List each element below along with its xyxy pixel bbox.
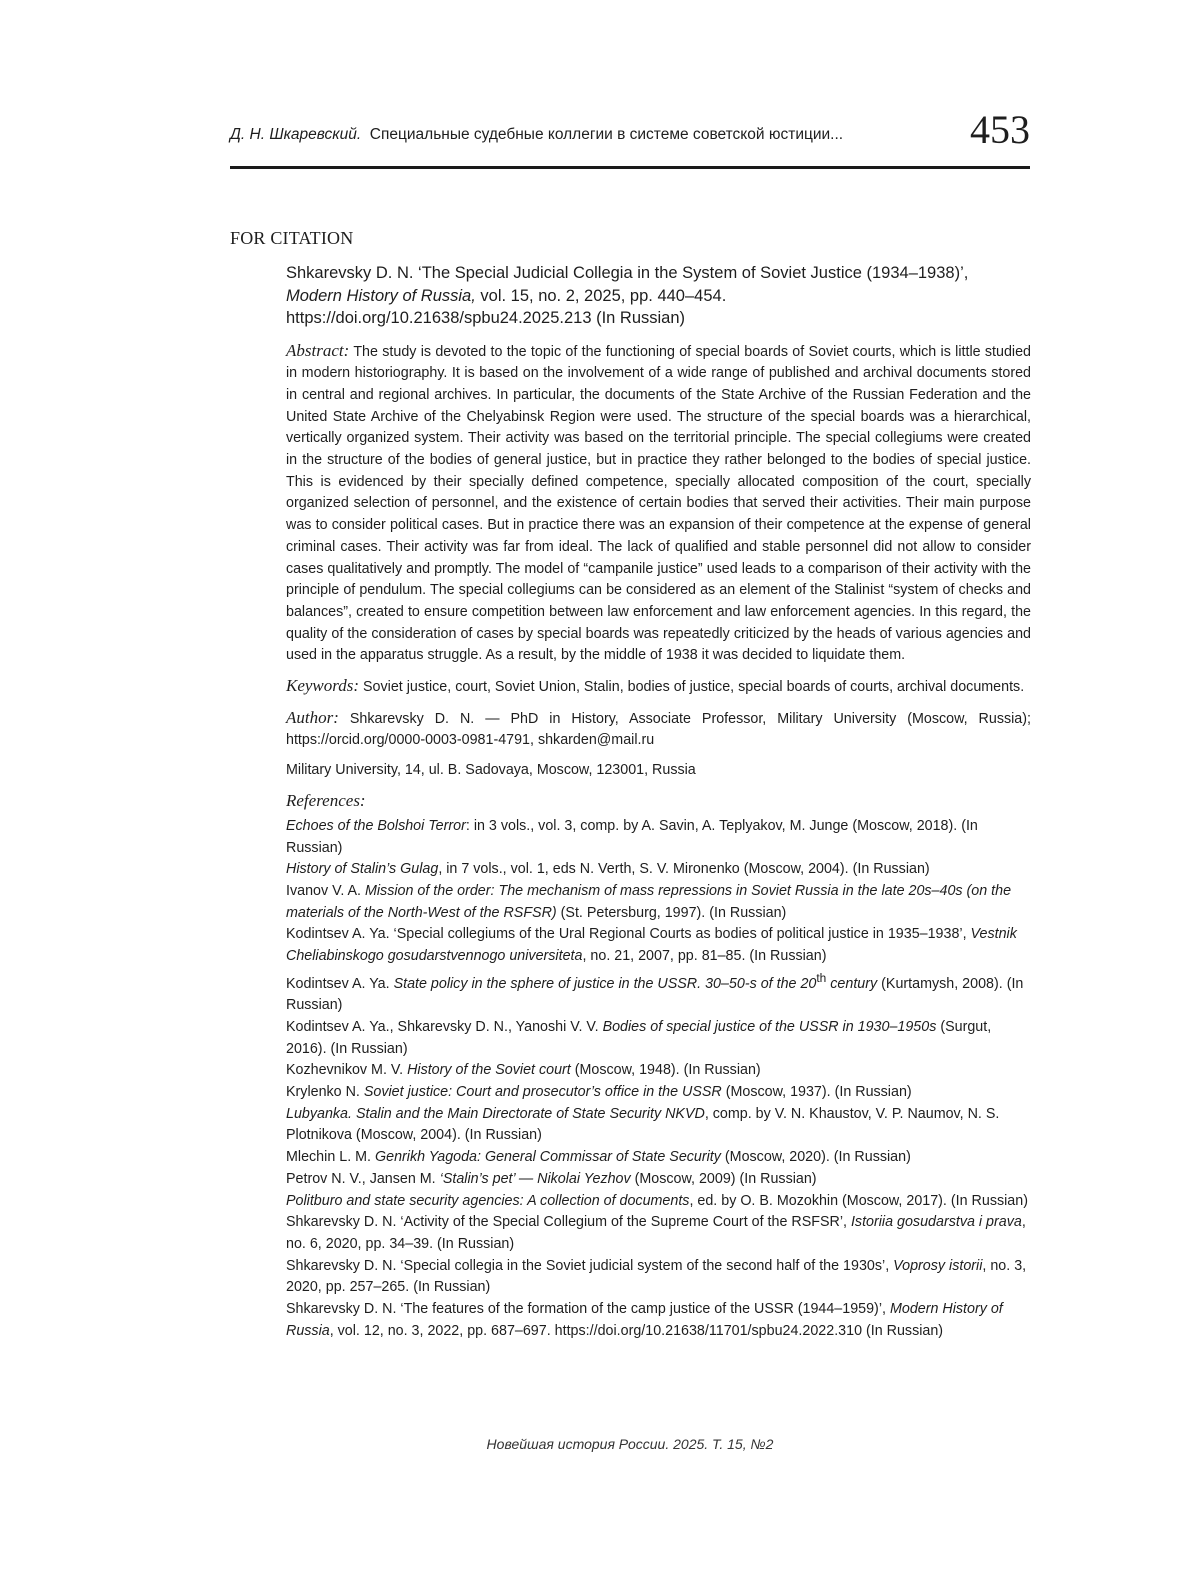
abstract-label: Abstract:: [286, 340, 350, 360]
reference-t1: , vol. 12, no. 3, 2022, pp. 687–697. https://doi.org/10.21638/11701/spbu24.2022.310 (In Russian): [329, 1322, 944, 1339]
reference-item: [286, 1060, 1031, 1082]
citation-text: Shkarevsky D. N. ‘The Special Judicial Collegia in the System of Soviet Justice (1934–1938)’,: [286, 264, 969, 282]
reference-item: [286, 1299, 1031, 1342]
citation-doi[interactable]: https://doi.org/10.21638/spbu24.2025.213 (In Russian): [286, 309, 686, 327]
reference-item: [286, 924, 1031, 967]
reference-i1: Soviet justice: Court and prosecutor’s office in the USSR: [363, 1084, 722, 1101]
reference-t1: : in 3 vols., vol. 3, comp. by A. Savin, A. Teplyakov, M. Junge (Moscow, 2018). (In Russian): [286, 817, 978, 856]
reference-i1: History of Stalin’s Gulag: [286, 861, 439, 878]
author-info: [286, 707, 1031, 752]
reference-list: [286, 816, 1031, 1343]
citation-journal: Modern History of Russia,: [286, 286, 476, 305]
reference-item: [286, 1212, 1031, 1255]
reference-t1: (Kurtamysh, 2008). (In Russian): [286, 975, 1024, 1014]
citation-content: [286, 262, 1031, 1343]
reference-t1: , in 7 vols., vol. 1, eds N. Verth, S. V. Mironenko (Moscow, 2004). (In Russian): [438, 861, 930, 878]
author-text: Shkarevsky D. N. — PhD in History, Associate Professor, Military University (Moscow, Russia); https://orcid.org/0000-0003-0981-4791, shkarden@mail.ru: [286, 710, 1031, 749]
references-heading: References:: [286, 790, 366, 810]
reference-item: [286, 881, 1031, 924]
reference-t1: , no. 6, 2020, pp. 34–39. (In Russian): [286, 1214, 1026, 1252]
reference-i1: State policy in the sphere of justice in the USSR. 30–50-s of the 20: [393, 975, 817, 992]
reference-t0: Kozhevnikov M. V.: [286, 1062, 408, 1079]
running-head: [230, 126, 843, 144]
reference-item: [286, 1191, 1031, 1213]
reference-t0: Ivanov V. A.: [286, 882, 365, 899]
reference-i2: century: [826, 975, 878, 992]
reference-t1: (Moscow, 2009) (In Russian): [630, 1170, 817, 1187]
reference-t1: , comp. by V. N. Khaustov, V. P. Naumov, N. S. Plotnikova (Moscow, 2004). (In Russian): [286, 1105, 1000, 1144]
reference-i1: ‘Stalin’s pet’ — Nikolai Yezhov: [439, 1170, 631, 1187]
reference-t0: Shkarevsky D. N. ‘Activity of the Special Collegium of the Supreme Court of the RSFSR’,: [286, 1214, 851, 1231]
reference-t1: (Surgut, 2016). (In Russian): [286, 1018, 992, 1057]
reference-i1: Istoriia gosudarstva i prava: [850, 1214, 1022, 1231]
reference-item: [286, 816, 1031, 859]
reference-item: [286, 1256, 1031, 1299]
reference-t0: Kodintsev A. Ya. ‘Special collegiums of the Ural Regional Courts as bodies of political justice in 1935–1938’,: [286, 926, 971, 943]
citation: [286, 262, 1031, 330]
reference-sup: th: [816, 970, 827, 985]
reference-t1: (Moscow, 1948). (In Russian): [570, 1062, 761, 1079]
page-number: 453: [970, 107, 1030, 152]
reference-t1: (St. Petersburg, 1997). (In Russian): [556, 904, 787, 921]
reference-i1: History of the Soviet court: [407, 1062, 571, 1079]
section-title: FOR CITATION: [230, 228, 354, 248]
running-header: [230, 108, 1030, 160]
reference-i1: Vestnik Cheliabinskogo gosudarstvennogo universiteta: [286, 926, 1017, 965]
reference-t1: , ed. by O. B. Mozokhin (Moscow, 2017). (In Russian): [689, 1192, 1028, 1209]
reference-i1: Voprosy istorii: [893, 1257, 983, 1274]
reference-item: [286, 1017, 1031, 1060]
reference-item: [286, 968, 1031, 1017]
affiliation: Military University, 14, ul. B. Sadovaya, Moscow, 123001, Russia: [286, 762, 696, 779]
reference-t1: , no. 3, 2020, pp. 257–265. (In Russian): [286, 1257, 1027, 1296]
reference-t0: Krylenko N.: [286, 1084, 364, 1101]
abstract-text: The study is devoted to the topic of the functioning of special boards of Soviet courts, which is little studied in modern historiography. It is based on the involvement of a wide range of published and archival documents stored in central and regional archives. In particular, the documents of the State Archive of the Russian Federation and the United State Archive of the Chelyabinsk Region were used. The structure of the special boards was a hierarchical, vertically organized system. Their activity was based on the territorial principle. The special collegiums were created in the structure of the bodies of general justice, but in practice they rather belonged to the bodies of special justice. This is evidenced by their specially defined competence, specially allocated composition of the court, specially organized selection of personnel, and the existence of certain bodies that served their activities. Their main purpose was to consider political cases. But in practice there was an expansion of their competence at the expense of general criminal cases. Their activity was far from ideal. The lack of qualified and stable personnel did not allow to consider cases qualitatively and promptly. The model of “campanile justice” used leads to a comparison of their activity with the principle of pendulum. The special collegiums can be considered as an element of the Stalinist “system of checks and balances”, created to ensure competition between law enforcement and law enforcement agencies. In this regard, the quality of the consideration of cases by special boards was repeatedly criticized by the heads of various agencies and used in the apparatus struggle. As a result, by the middle of 1938 it was decided to liquidate them.: [286, 343, 1031, 664]
reference-i1: Mission of the order: The mechanism of mass repressions in Soviet Russia in the late 20s–40s (on the materials of the North-West of the RSFSR): [286, 882, 1012, 921]
reference-t0: Mlechin L. M.: [286, 1149, 375, 1166]
citation-volume: vol. 15, no. 2, 2025, pp. 440–454.: [475, 286, 727, 305]
keywords: [286, 675, 1031, 699]
reference-t1: (Moscow, 2020). (In Russian): [720, 1149, 911, 1166]
reference-i1: Bodies of special justice of the USSR in 1930–1950s: [602, 1018, 937, 1035]
reference-item: [286, 1147, 1031, 1169]
header-author: Д. Н. Шкаревский.: [230, 126, 362, 143]
author-label: Author:: [286, 707, 339, 727]
keywords-text: Soviet justice, court, Soviet Union, Stalin, bodies of justice, special boards of courts, archival documents.: [363, 679, 1025, 696]
reference-i1: Modern History of Russia: [286, 1301, 1003, 1339]
page-footer: Новейшая история России. 2025. Т. 15, №2: [486, 1436, 774, 1452]
reference-t0: Kodintsev A. Ya., Shkarevsky D. N., Yanoshi V. V.: [286, 1018, 603, 1035]
reference-i1: Echoes of the Bolshoi Terror: [286, 817, 466, 834]
reference-item: [286, 1169, 1031, 1191]
reference-i1: Lubyanka. Stalin and the Main Directorate of State Security NKVD: [286, 1105, 705, 1122]
reference-item: [286, 859, 1031, 881]
reference-i1: Politburo and state security agencies: A collection of documents: [286, 1192, 690, 1209]
reference-t1: (Moscow, 1937). (In Russian): [721, 1084, 912, 1101]
reference-item: [286, 1104, 1031, 1147]
reference-t0: Shkarevsky D. N. ‘The features of the formation of the camp justice of the USSR (1944–1959)’,: [286, 1301, 890, 1318]
reference-t0: Kodintsev A. Ya.: [286, 975, 394, 992]
reference-t1: , no. 21, 2007, pp. 81–85. (In Russian): [582, 948, 827, 965]
reference-i1: Genrikh Yagoda: General Commissar of State Security: [375, 1149, 721, 1166]
header-rule: [230, 166, 1030, 169]
abstract: [286, 340, 1031, 668]
reference-item: [286, 1082, 1031, 1104]
reference-t0: Petrov N. V., Jansen M.: [286, 1170, 440, 1187]
keywords-label: Keywords:: [286, 676, 360, 696]
header-title: Специальные судебные коллегии в системе советской юстиции...: [369, 126, 844, 143]
reference-t0: Shkarevsky D. N. ‘Special collegia in the Soviet judicial system of the second half of the 1930s’,: [286, 1257, 894, 1274]
